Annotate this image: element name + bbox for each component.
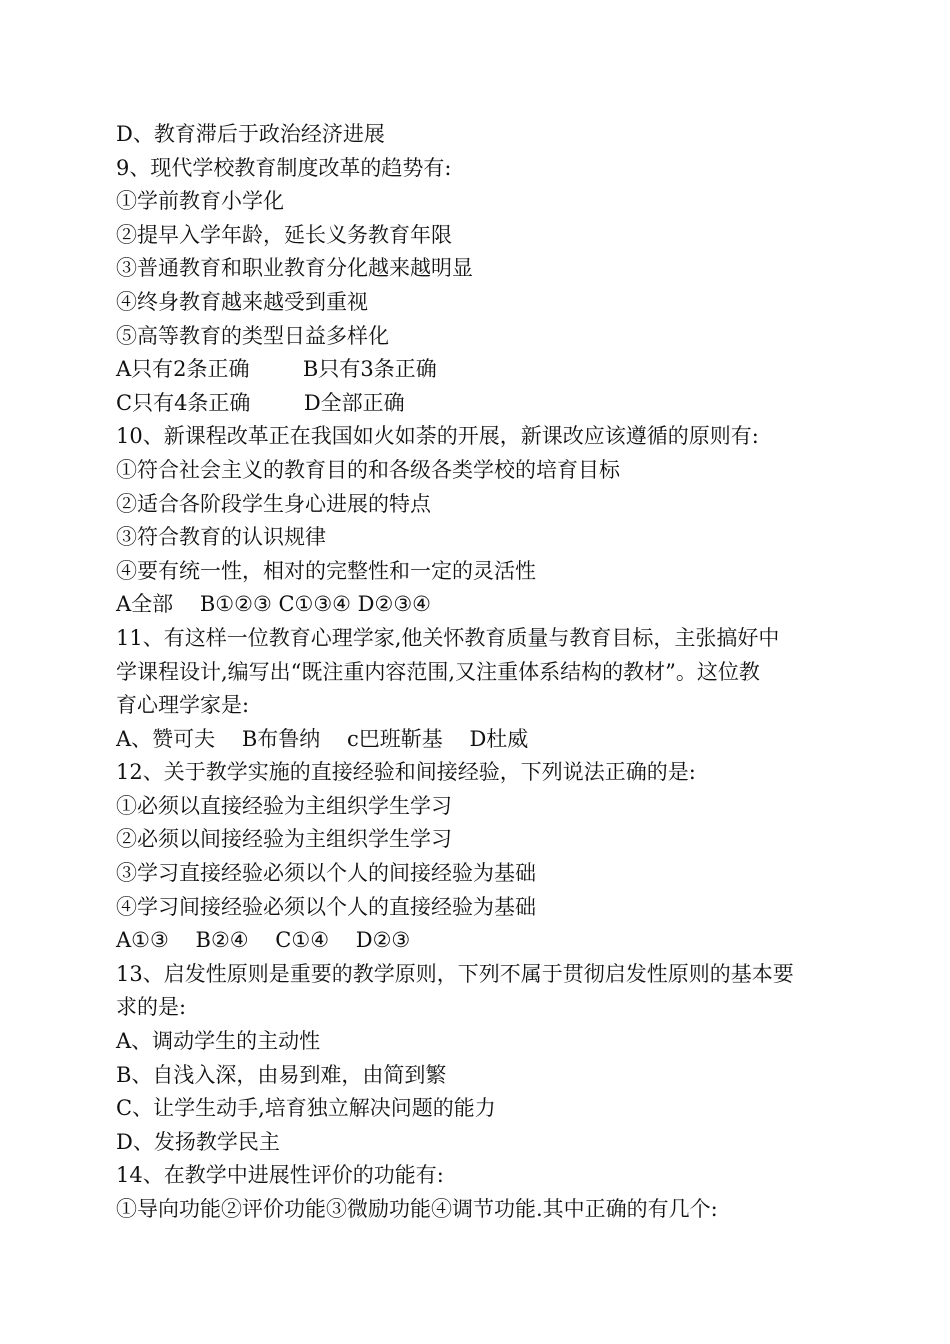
answer-option: B、自浅入深，由易到难，由简到繁: [116, 1062, 447, 1087]
answer-options: A①③ B②④ C①④ D②③: [116, 928, 411, 953]
answer-option: A、调动学生的主动性: [116, 1029, 321, 1054]
answer-options: A只有2条正确 B只有3条正确: [116, 357, 437, 382]
text-line: ③学习直接经验必须以个人的间接经验为基础: [116, 861, 536, 886]
text-line: ①符合社会主义的教育目的和各级各类学校的培育目标: [116, 457, 620, 482]
text-line: ①学前教育小学化: [116, 189, 284, 214]
text-line: ④终身教育越来越受到重视: [116, 289, 368, 314]
answer-option: D、发扬教学民主: [116, 1129, 280, 1154]
text-line: ①导向功能②评价功能③微励功能④调节功能.其中正确的有几个:: [116, 1197, 718, 1221]
text-line: 育心理学家是:: [116, 693, 250, 718]
answer-options: C只有4条正确 D全部正确: [116, 390, 405, 415]
answer-option: C、让学生动手,培育独立解决问题的能力: [116, 1096, 496, 1121]
text-line: ②提早入学年龄，延长义务教育年限: [116, 222, 452, 247]
text-line: ②必须以间接经验为主组织学生学习: [116, 827, 452, 852]
text-line: ④要有统一性，相对的完整性和一定的灵活性: [116, 558, 536, 583]
text-line: 学课程设计,编写出“既注重内容范围,又注重体系结构的教材”。这位教: [116, 659, 760, 684]
text-line: ②适合各阶段学生身心进展的特点: [116, 491, 431, 516]
question-12-stem: 12、关于教学实施的直接经验和间接经验，下列说法正确的是:: [116, 760, 696, 785]
text-line: 求的是:: [116, 995, 187, 1020]
text-line: ④学习间接经验必须以个人的直接经验为基础: [116, 894, 536, 919]
text-line: D、教育滞后于政治经济进展: [116, 122, 385, 146]
question-11-stem: 11、有这样一位教育心理学家,他关怀教育质量与教育目标，主张搞好中: [116, 625, 780, 650]
answer-options: A全部 B①②③ C①③④ D②③④: [116, 592, 431, 617]
text-line: ⑤高等教育的类型日益多样化: [116, 323, 389, 348]
question-13-stem: 13、启发性原则是重要的教学原则，下列不属于贯彻启发性原则的基本要: [116, 961, 794, 986]
text-line: ③符合教育的认识规律: [116, 525, 326, 550]
text-line: ③普通教育和职业教育分化越来越明显: [116, 256, 473, 281]
question-10-stem: 10、新课程改革正在我国如火如荼的开展，新课改应该遵循的原则有:: [116, 424, 759, 449]
question-14-stem: 14、在教学中进展性评价的功能有:: [116, 1163, 444, 1188]
document-body: [116, 118, 846, 1227]
answer-options: A、赞可夫 B布鲁纳 c巴班靳基 D杜威: [116, 726, 529, 751]
question-9-stem: 9、现代学校教育制度改革的趋势有:: [116, 155, 452, 180]
text-line: ①必须以直接经验为主组织学生学习: [116, 793, 452, 818]
